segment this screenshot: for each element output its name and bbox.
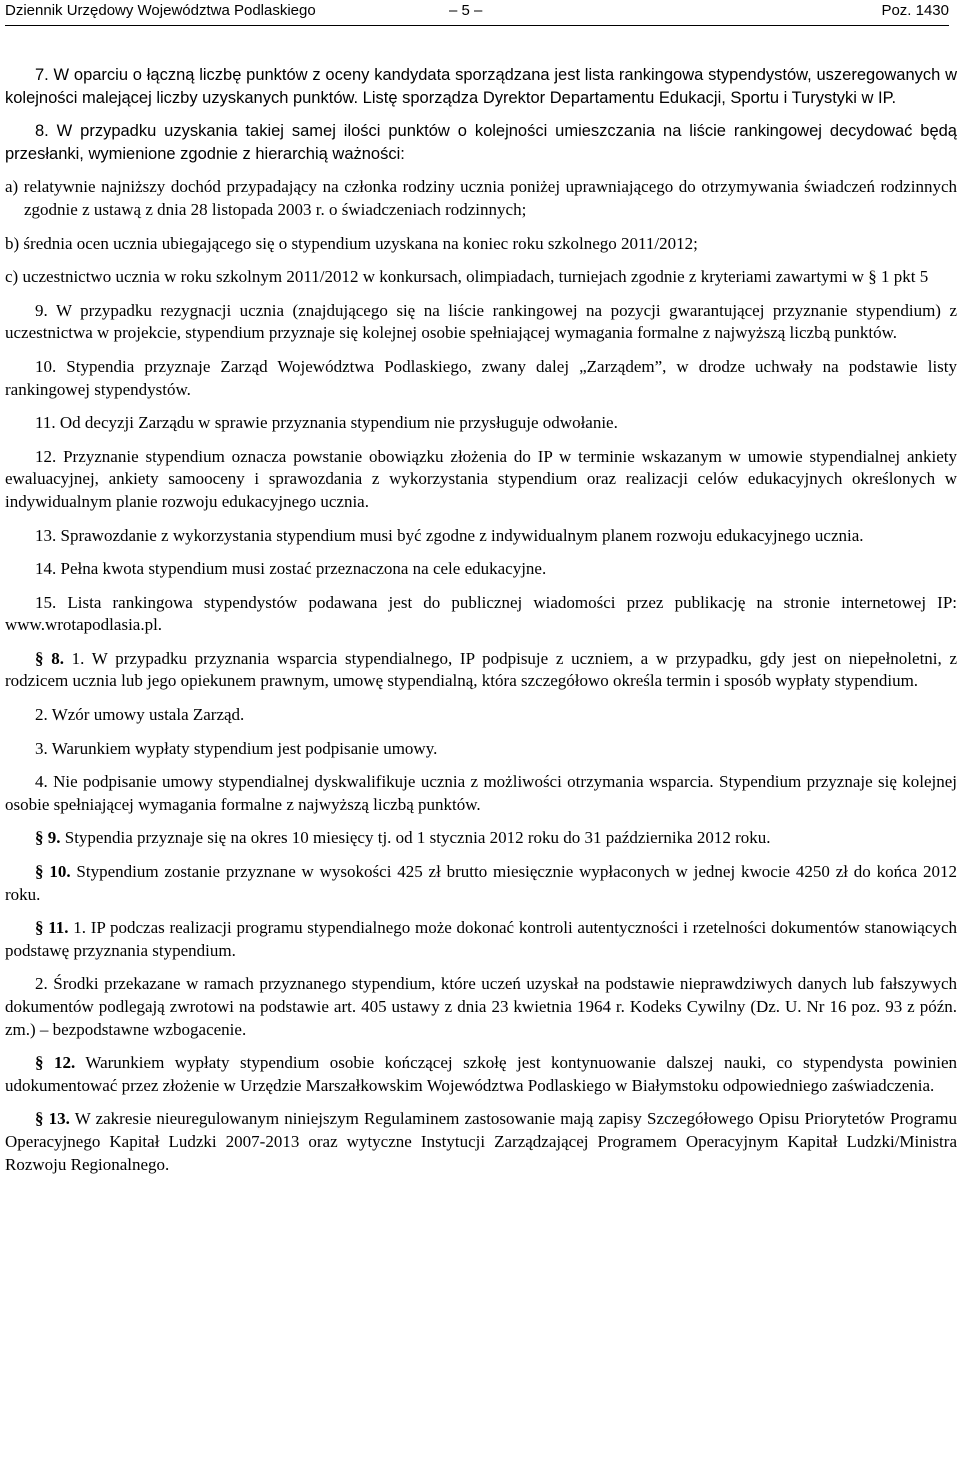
paragraph-7: 7. W oparciu o łączną liczbę punktów z oceny kandydata sporządzana jest lista rankingowa stypendystów, uszeregowanych w kolejności malejącej liczby uzyskanych punktów. Listę sporządza Dyrektor Departamentu Edukacji, Sportu i Turystyki w IP.	[5, 66, 957, 107]
paragraph-15: 15. Lista rankingowa stypendystów podawana jest do publicznej wiadomości przez publikację na stronie internetowej IP: www.wrotapodlasia.pl.	[5, 592, 958, 635]
section-number: § 10.	[35, 862, 71, 882]
page-number: – 5 –	[449, 2, 483, 19]
section-number: § 8.	[35, 648, 64, 668]
section-11-paragraph-2: 2. Środki przekazane w ramach przyznanego stypendium, które uczeń uzyskał na podstawie nieprawdziwych danych lub fałszywych dokumentów podlegają zwrotowi na podstawie art. 405 ustawy z dnia 23 kwietnia 1964 r. Kodeks Cywilny (Dz. U. Nr 16 poz. 93 z późn. zm.) – bezpodstawne wzbogacenie.	[5, 974, 957, 1039]
list-item-b: b) średnia ocen ucznia ubiegającego się o stypendium uzyskana na koniec roku szkolnego 2011/2012;	[5, 233, 698, 253]
section-number: § 11.	[35, 918, 69, 938]
paragraph-14: 14. Pełna kwota stypendium musi zostać przeznaczona na cele edukacyjne.	[35, 559, 547, 579]
paragraph-8: 8. W przypadku uzyskania takiej samej ilości punktów o kolejności umieszczania na liście rankingowej decydować będą przesłanki, wymienione zgodnie z hierarchią ważności:	[5, 122, 957, 163]
paragraph-9: 9. W przypadku rezygnacji ucznia (znajdującego się na liście rankingowej na pozycji gwarantującej przyznanie stypendium) z uczestnictwa w projekcie, stypendium przyznaje się kolejnej osobie spełniającej wymagania formalne z najwyższą liczbą punktów.	[5, 300, 957, 343]
section-9: § 9. Stypendia przyznaje się na okres 10 miesięcy tj. od 1 stycznia 2012 roku do 31 października 2012 roku.	[35, 828, 771, 848]
section-number: § 13.	[35, 1109, 70, 1129]
section-8-paragraph-1: § 8. 1. W przypadku przyznania wsparcia stypendialnego, IP podpisuje z uczniem, a w przypadku, gdy jest on niepełnoletni, z rodzicem ucznia lub jego opiekunem prawnym, umowę stypendialną, która szczegółowo określa termin i sposób wypłaty stypendium.	[5, 648, 958, 691]
section-number: § 12.	[35, 1053, 76, 1073]
paragraph-11: 11. Od decyzji Zarządu w sprawie przyznania stypendium nie przysługuje odwołanie.	[35, 413, 618, 433]
section-10: § 10. Stypendium zostanie przyznane w wysokości 425 zł brutto miesięcznie wypłaconych w jednej kwocie 4250 zł do końca 2012 roku.	[5, 862, 958, 904]
paragraph-12: 12. Przyznanie stypendium oznacza powstanie obowiązku złożenia do IP w terminie wskazanym w umowie stypendialnej ankiety ewaluacyjnej, ankiety samooceny i sprawozdania z wykorzystania stypendium oraz realizacji celów edukacyjnych określonych w indywidualnym planie rozwoju edukacyjnego ucznia.	[5, 446, 957, 511]
section-13: § 13. W zakresie nieuregulowanym niniejszym Regulaminem zastosowanie mają zapisy Szczegółowego Opisu Priorytetów Programu Operacyjnego Kapitał Ludzki 2007-2013 oraz wytyczne Instytucji Zarządzającej Programem Operacyjnym Kapitał Ludzki/Ministra Rozwoju Regionalnego.	[5, 1109, 957, 1174]
section-8-paragraph-3: 3. Warunkiem wypłaty stypendium jest podpisanie umowy.	[35, 738, 438, 758]
position-number: Poz. 1430	[881, 2, 949, 19]
paragraph-13: 13. Sprawozdanie z wykorzystania stypendium musi być zgodne z indywidualnym planem rozwoju edukacyjnego ucznia.	[35, 525, 864, 545]
document-body	[5, 64, 957, 1187]
page-header	[5, 0, 949, 26]
section-number: § 9.	[35, 828, 61, 848]
section-8-paragraph-4: 4. Nie podpisanie umowy stypendialnej dyskwalifikuje ucznia z możliwości otrzymania wsparcia. Stypendium przyznaje się kolejnej osobie spełniającej wymagania formalne z najwyższą liczbą punktów.	[5, 772, 958, 814]
journal-title: Dziennik Urzędowy Województwa Podlaskiego	[5, 2, 316, 19]
paragraph-10: 10. Stypendia przyznaje Zarząd Województwa Podlaskiego, zwany dalej „Zarządem”, w drodze uchwały na podstawie listy rankingowej stypendystów.	[5, 356, 958, 399]
list-item-c: c) uczestnictwo ucznia w roku szkolnym 2011/2012 w konkursach, olimpiadach, turniejach zgodnie z kryteriami zawartymi w § 1 pkt 5	[5, 267, 929, 287]
section-11-paragraph-1: § 11. 1. IP podczas realizacji programu stypendialnego może dokonać kontroli autentyczności i rzetelności dokumentów stanowiących podstawę przyznania stypendium.	[5, 918, 957, 960]
section-12: § 12. Warunkiem wypłaty stypendium osobie kończącej szkołę jest kontynuowanie dalszej nauki, co stypendysta powinien udokumentować przez złożenie w Urzędzie Marszałkowskim Województwa Podlaskiego w Białymstoku odpowiedniego zaświadczenia.	[5, 1053, 958, 1095]
section-8-paragraph-2: 2. Wzór umowy ustala Zarząd.	[35, 705, 245, 725]
list-item-a: a) relatywnie najniższy dochód przypadający na członka rodziny ucznia poniżej uprawniającego do otrzymywania świadczeń rodzinnych zgodnie z ustawą z dnia 28 listopada 2003 r. o świadczeniach rodzinnych;	[5, 177, 957, 219]
